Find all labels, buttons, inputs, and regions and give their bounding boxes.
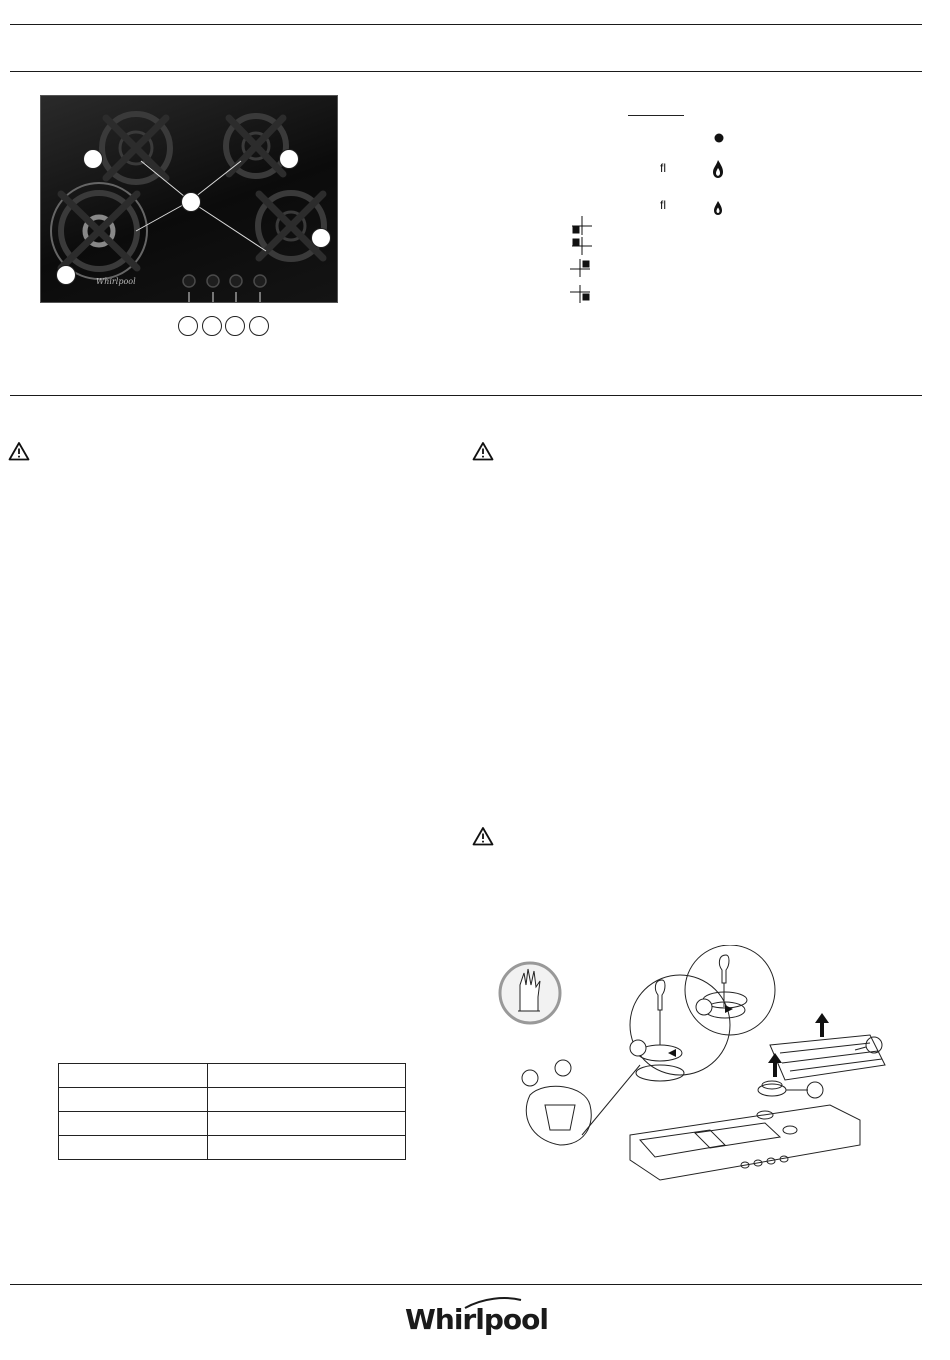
knob-callout-3	[225, 316, 245, 336]
table-row	[59, 1064, 406, 1088]
knob-callout-4	[249, 316, 269, 336]
top-rule	[10, 24, 922, 25]
legend-underline	[628, 115, 684, 116]
burner-callout-3	[181, 192, 201, 212]
table-cell	[59, 1112, 208, 1136]
knob-callout-2	[202, 316, 222, 336]
knob-position-symbols	[570, 215, 592, 305]
table-cell	[208, 1112, 406, 1136]
table-row	[59, 1136, 406, 1160]
table-cell	[59, 1064, 208, 1088]
burner-callout-1	[83, 149, 103, 169]
burner-callout-2	[279, 149, 299, 169]
flame-mark-high: fl	[660, 161, 666, 175]
hob-product-photo	[40, 95, 338, 303]
table-cell	[59, 1088, 208, 1112]
table-cell	[208, 1136, 406, 1160]
min-flame-icon	[712, 200, 724, 216]
table-cell	[59, 1136, 208, 1160]
warning-icon	[472, 826, 494, 846]
burner-callout-5	[56, 265, 76, 285]
flame-mark-low: fl	[660, 198, 666, 212]
warning-icon	[472, 441, 494, 461]
burner-maintenance-illustration	[490, 945, 890, 1195]
table-row	[59, 1112, 406, 1136]
footer-rule	[10, 1284, 922, 1285]
panel-logo: Whirlpool	[96, 277, 136, 286]
knob-callout-1	[178, 316, 198, 336]
table-cell	[208, 1064, 406, 1088]
table-row	[59, 1088, 406, 1112]
section-rule	[10, 395, 922, 396]
header-rule	[10, 71, 922, 72]
warning-icon	[8, 441, 30, 461]
max-flame-icon	[711, 159, 725, 179]
burner-callout-4	[311, 228, 331, 248]
table-cell	[208, 1088, 406, 1112]
spec-table	[58, 1063, 406, 1160]
off-position-dot-icon	[713, 132, 725, 144]
whirlpool-logo: Whirlpool	[405, 1303, 548, 1336]
logo-swoosh-icon	[463, 1296, 523, 1310]
